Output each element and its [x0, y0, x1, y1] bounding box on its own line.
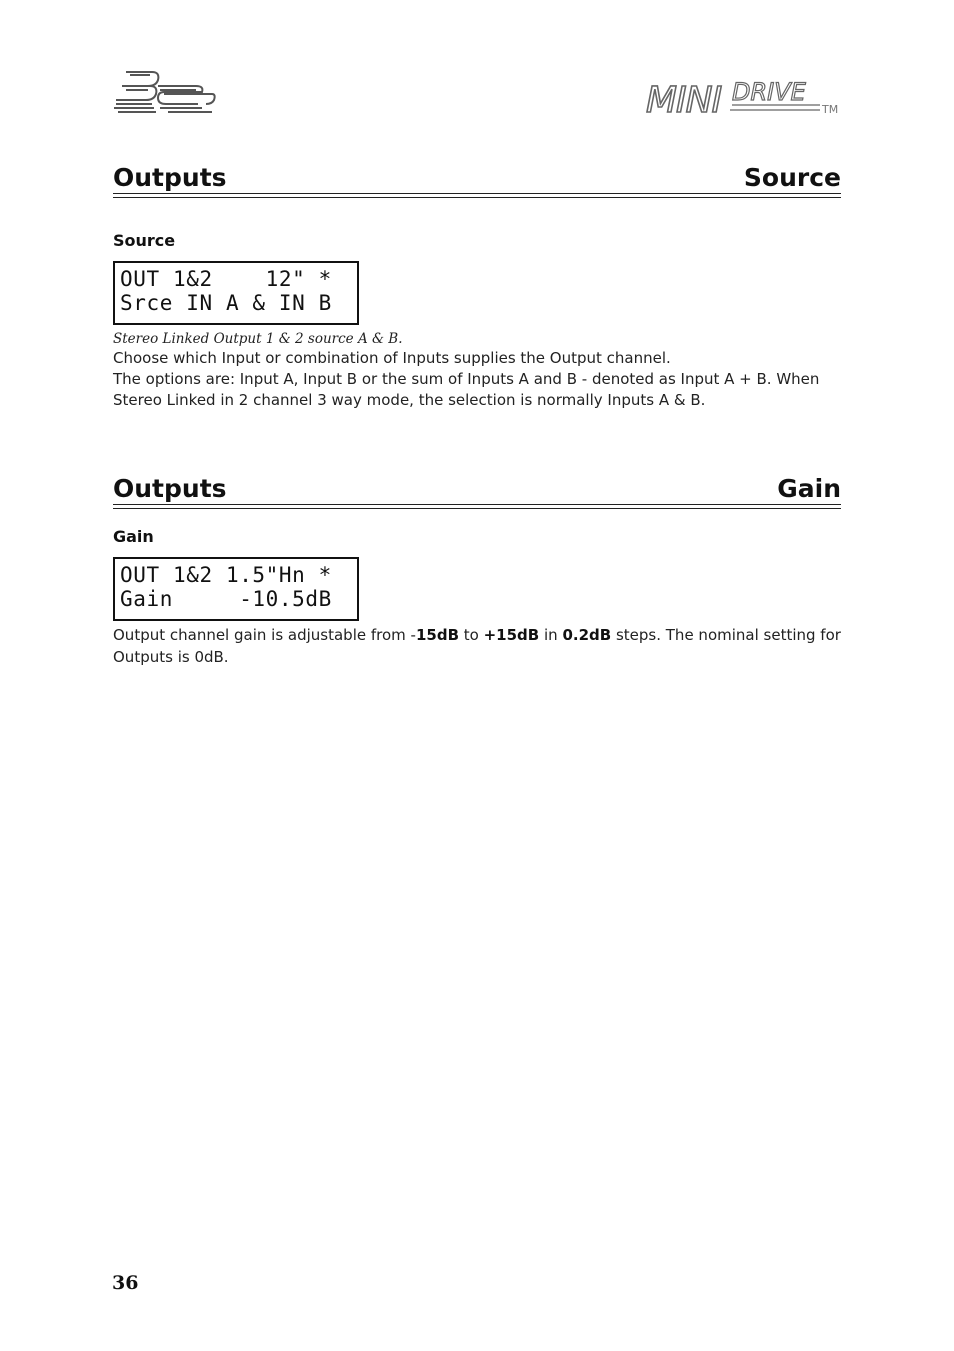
gain-step-value: 0.2dB — [562, 626, 612, 644]
minidrive-logo-tm: TM — [822, 103, 839, 116]
minidrive-logo — [644, 76, 844, 120]
subhead-gain: Gain — [113, 527, 154, 546]
bss-logo-text: BSS — [112, 68, 114, 69]
section-title-left: Outputs — [113, 474, 227, 503]
section-title-left: Outputs — [113, 163, 227, 192]
gain-text: steps. The nominal setting for — [611, 626, 841, 644]
gain-text: Output channel gain is adjustable from - — [113, 626, 416, 644]
gain-min-value: 15dB — [415, 626, 459, 644]
header-rule — [113, 197, 841, 198]
header-rule — [113, 508, 841, 509]
minidrive-logo-mini: MINI — [646, 80, 722, 120]
lcd-line-2: Srce IN A & IN B — [120, 291, 332, 315]
section-title-right: Source — [743, 163, 841, 192]
minidrive-logo-drive: DRIVE — [732, 78, 806, 106]
lcd-display-source — [113, 261, 359, 325]
header-rule — [113, 193, 841, 194]
lcd-line-1: OUT 1&2 1.5"Hn * — [120, 563, 332, 587]
source-paragraph-2-line-1: The options are: Input A, Input B or the sum of Inputs A and B - denoted as Input A + B. When — [113, 370, 820, 388]
gain-paragraph-line-2: Outputs is 0dB. — [113, 648, 229, 666]
bss-logo — [112, 68, 218, 116]
gain-text: to — [459, 626, 484, 644]
gain-text: in — [539, 626, 563, 644]
header-rule — [113, 504, 841, 505]
subhead-source: Source — [113, 231, 176, 250]
gain-paragraph-line-1 — [113, 625, 841, 646]
section-title-right: Gain — [777, 474, 841, 503]
source-paragraph-1: Choose which Input or combination of Inputs supplies the Output channel. — [113, 349, 671, 367]
lcd-display-gain — [113, 557, 359, 621]
lcd-line-1: OUT 1&2 12" * — [120, 267, 332, 291]
gain-max-value: +15dB — [483, 626, 540, 644]
lcd-line-2: Gain -10.5dB — [120, 587, 332, 611]
section-header-gain — [113, 473, 841, 509]
section-header-source — [113, 162, 841, 198]
page-number: 36 — [112, 1272, 139, 1294]
source-paragraph-2-line-2: Stereo Linked in 2 channel 3 way mode, the selection is normally Inputs A & B. — [113, 391, 706, 409]
lcd-caption: Stereo Linked Output 1 & 2 source A & B. — [113, 331, 403, 347]
